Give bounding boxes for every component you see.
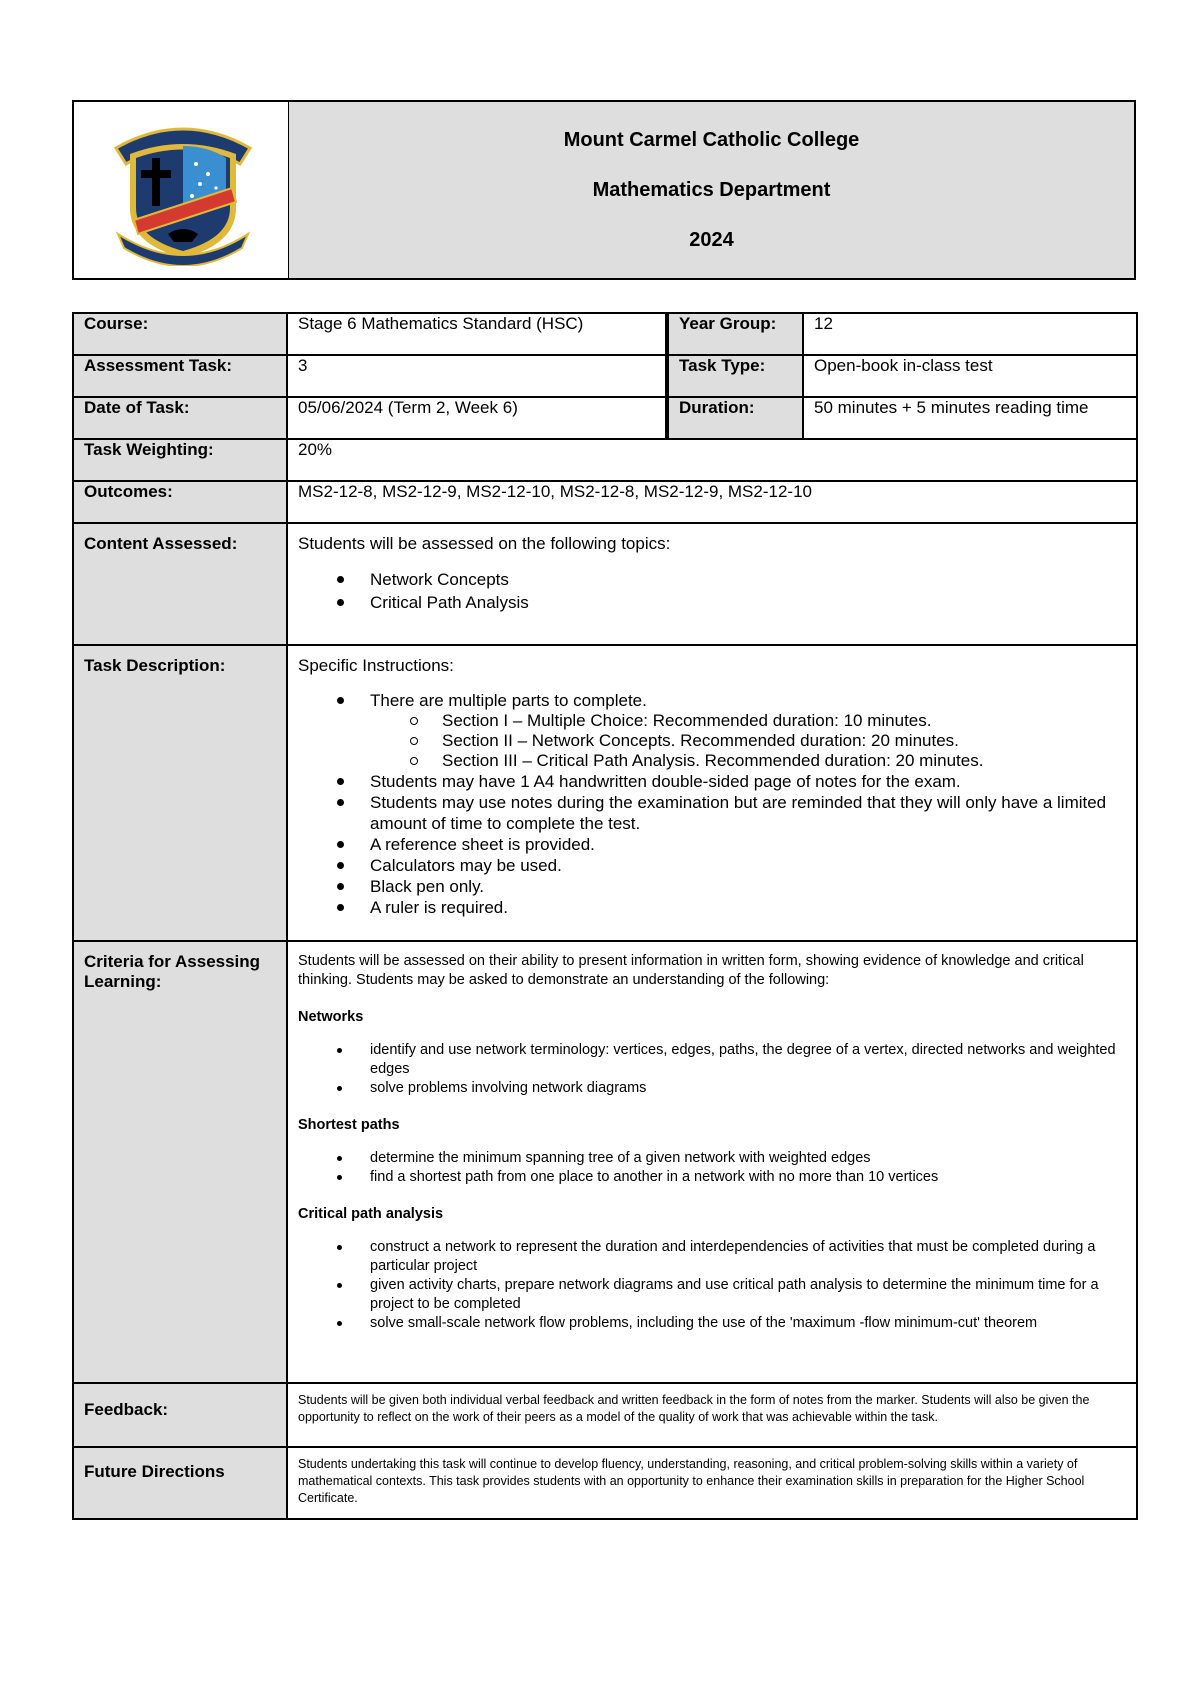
list-item: Calculators may be used. bbox=[370, 855, 1126, 876]
list-item: Section I – Multiple Choice: Recommended duration: 10 minutes. bbox=[442, 711, 1126, 731]
assessment-task-label: Assessment Task: bbox=[73, 355, 287, 397]
content-assessed-body bbox=[298, 524, 1126, 614]
school-name: Mount Carmel Catholic College bbox=[563, 129, 860, 151]
school-crest-logo bbox=[108, 116, 258, 266]
task-description-intro: Specific Instructions: bbox=[298, 656, 454, 675]
logo-cell bbox=[74, 102, 289, 278]
outcomes-value: MS2-12-8, MS2-12-9, MS2-12-10, MS2-12-8, MS2-12-9, MS2-12-10 bbox=[287, 481, 1137, 523]
row-task-description bbox=[73, 645, 1137, 941]
duration-label: Duration: bbox=[667, 397, 803, 439]
task-description-body bbox=[298, 646, 1126, 918]
assessment-details-table bbox=[72, 312, 1138, 1520]
criteria-body bbox=[298, 942, 1126, 1333]
row-outcomes bbox=[73, 481, 1137, 523]
row-content-assessed bbox=[73, 523, 1137, 645]
criteria-list-networks bbox=[298, 1041, 1126, 1098]
feedback-text: Students will be given both individual verbal feedback and written feedback in the form of notes from the marker. Students will also be given the opportunity to reflect on the work of their peers as a model of the quality of work that was achievable within the task. bbox=[298, 1393, 1090, 1424]
list-item: Students may use notes during the examination but are reminded that they will only have a limited amount of time to complete the test. bbox=[370, 792, 1126, 834]
criteria-intro: Students will be assessed on their ability to present information in written form, showing evidence of knowledge and critical thinking. Students may be asked to demonstrate an understanding of the following: bbox=[298, 953, 1084, 988]
date-label: Date of Task: bbox=[73, 397, 287, 439]
task-description-label: Task Description: bbox=[84, 656, 226, 675]
list-item: Black pen only. bbox=[370, 876, 1126, 897]
outcomes-label: Outcomes: bbox=[73, 481, 287, 523]
criteria-heading-shortest-paths: Shortest paths bbox=[298, 1117, 400, 1133]
row-weighting bbox=[73, 439, 1137, 481]
row-feedback bbox=[73, 1383, 1137, 1447]
list-item: Students may have 1 A4 handwritten double-sided page of notes for the exam. bbox=[370, 771, 1126, 792]
criteria-heading-networks: Networks bbox=[298, 1009, 364, 1025]
topic-list bbox=[298, 568, 1126, 614]
list-item: There are multiple parts to complete. Section I – Multiple Choice: Recommended duration: 10 minutes. Section II – Network Concepts. Recommended duration: 20 minutes. Section III – Critical Path Analysis. Recommended duration: 20 minutes. bbox=[370, 690, 1126, 771]
list-item: solve small-scale network flow problems, including the use of the 'maximum -flow minimum-cut' theorem bbox=[370, 1314, 1126, 1333]
criteria-heading-critical-path: Critical path analysis bbox=[298, 1206, 444, 1222]
content-assessed-label: Content Assessed: bbox=[84, 534, 238, 553]
list-item: Critical Path Analysis bbox=[370, 591, 1126, 614]
section-list bbox=[370, 711, 1126, 771]
weighting-label: Task Weighting: bbox=[73, 439, 287, 481]
row-date bbox=[73, 397, 1137, 439]
date-value: 05/06/2024 (Term 2, Week 6) bbox=[287, 397, 667, 439]
course-label: Course: bbox=[73, 313, 287, 355]
list-item: determine the minimum spanning tree of a given network with weighted edges bbox=[370, 1149, 1126, 1168]
list-item: Section III – Critical Path Analysis. Recommended duration: 20 minutes. bbox=[442, 751, 1126, 771]
instruction-list bbox=[298, 690, 1126, 918]
task-type-label: Task Type: bbox=[667, 355, 803, 397]
future-directions-text: Students undertaking this task will continue to develop fluency, understanding, reasoning, and critical problem-solving skills within a variety of mathematical contexts. This task provides students with an opportunity to enhance their examination skills in preparation for the Higher School Certificate. bbox=[298, 1457, 1085, 1505]
list-item: construct a network to represent the duration and interdependencies of activities that must be completed during a particular project bbox=[370, 1238, 1126, 1276]
year-group-label: Year Group: bbox=[667, 313, 803, 355]
content-assessed-intro: Students will be assessed on the following topics: bbox=[298, 534, 671, 553]
criteria-list-shortest-paths bbox=[298, 1149, 1126, 1187]
course-value: Stage 6 Mathematics Standard (HSC) bbox=[287, 313, 667, 355]
weighting-value: 20% bbox=[287, 439, 1137, 481]
list-item: solve problems involving network diagrams bbox=[370, 1079, 1126, 1098]
list-item: given activity charts, prepare network diagrams and use critical path analysis to determine the minimum time for a project to be completed bbox=[370, 1276, 1126, 1314]
list-item: find a shortest path from one place to another in a network with no more than 10 vertices bbox=[370, 1168, 1126, 1187]
department-name: Mathematics Department bbox=[592, 179, 831, 201]
criteria-list-critical-path bbox=[298, 1238, 1126, 1333]
list-item: identify and use network terminology: vertices, edges, paths, the degree of a vertex, directed networks and weighted edges bbox=[370, 1041, 1126, 1079]
row-course bbox=[73, 313, 1137, 355]
task-type-value: Open-book in-class test bbox=[803, 355, 1137, 397]
feedback-label: Feedback: bbox=[84, 1400, 169, 1419]
document-header bbox=[72, 100, 1136, 280]
row-future-directions bbox=[73, 1447, 1137, 1519]
list-item: A ruler is required. bbox=[370, 897, 1126, 918]
document-year: 2024 bbox=[689, 229, 734, 251]
assessment-task-value: 3 bbox=[287, 355, 667, 397]
duration-value: 50 minutes + 5 minutes reading time bbox=[803, 397, 1137, 439]
list-item: Network Concepts bbox=[370, 568, 1126, 591]
year-group-value: 12 bbox=[803, 313, 1137, 355]
list-item: Section II – Network Concepts. Recommended duration: 20 minutes. bbox=[442, 731, 1126, 751]
row-criteria bbox=[73, 941, 1137, 1383]
row-assessment-task bbox=[73, 355, 1137, 397]
criteria-label: Criteria for Assessing Learning: bbox=[84, 952, 261, 991]
header-title-block bbox=[289, 102, 1134, 278]
list-item: A reference sheet is provided. bbox=[370, 834, 1126, 855]
future-directions-label: Future Directions bbox=[84, 1462, 225, 1481]
